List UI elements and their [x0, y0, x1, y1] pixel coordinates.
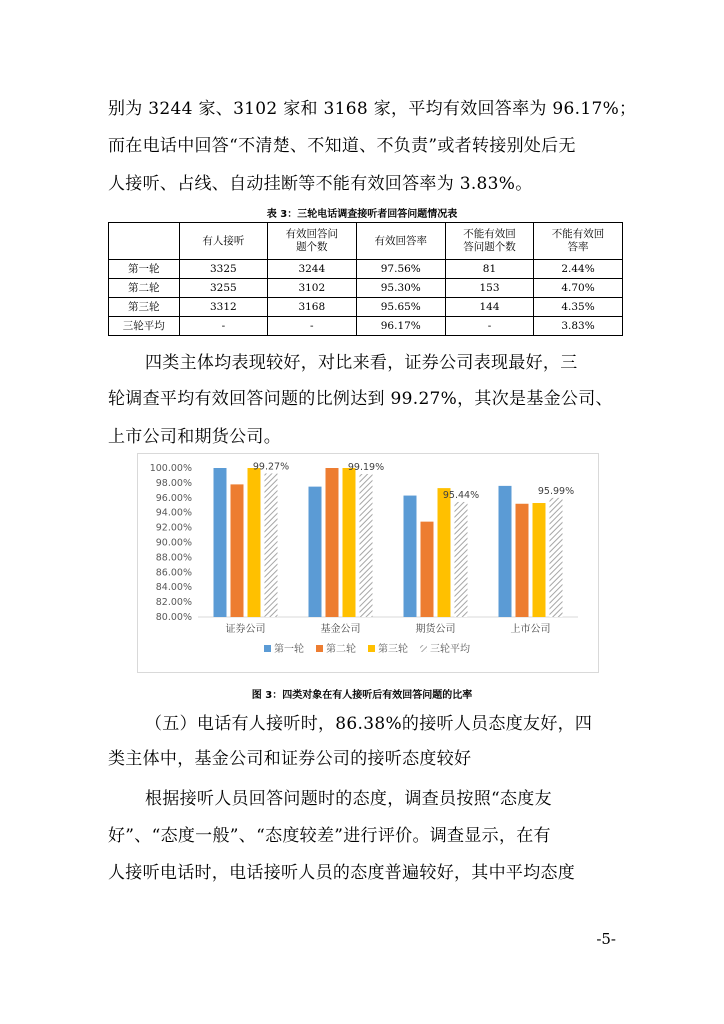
- table-header-text: 有效回答率: [374, 234, 428, 247]
- paragraph-2-line-1: 四类主体均表现较好，对比来看，证券公司表现最好，三: [145, 353, 578, 373]
- bar: [214, 468, 227, 617]
- legend-label: 第二轮: [326, 644, 356, 655]
- table-cell: 3255: [179, 279, 267, 298]
- table-cell: 2.44%: [533, 260, 622, 279]
- table-cell: 第三轮: [109, 298, 180, 317]
- page-number: -5-: [596, 930, 616, 948]
- table-header-text: 有人接听: [202, 234, 245, 247]
- table-cell: 81: [446, 260, 534, 279]
- table-cell: 4.70%: [533, 279, 622, 298]
- bar: [343, 468, 356, 617]
- table-row: [109, 279, 623, 298]
- table-cell: 4.35%: [533, 298, 622, 317]
- y-tick-label: 100.00%: [149, 463, 192, 474]
- legend-label: 三轮平均: [430, 644, 470, 655]
- bar: [265, 473, 278, 617]
- table-header-row: [109, 223, 623, 260]
- table-cell: -: [446, 317, 534, 336]
- table-row: [109, 317, 623, 336]
- legend-swatch: [420, 645, 427, 652]
- table-header-text: 有效回答问: [285, 228, 339, 240]
- table-header-cell: [446, 223, 534, 260]
- bar: [516, 504, 529, 617]
- bar: [533, 503, 546, 617]
- table-cell: 3325: [179, 260, 267, 279]
- table-cell: 97.56%: [356, 260, 445, 279]
- y-tick-label: 80.00%: [155, 612, 192, 623]
- table-header-cell: [268, 223, 356, 260]
- legend-swatch: [316, 645, 323, 652]
- table-cell: 第二轮: [109, 279, 180, 298]
- table-cell: -: [268, 317, 356, 336]
- legend-swatch: [264, 645, 271, 652]
- bar: [309, 487, 322, 617]
- y-tick-label: 84.00%: [155, 582, 192, 594]
- table-cell: 3168: [268, 298, 356, 317]
- table-cell: 144: [446, 298, 534, 317]
- table-cell: 三轮平均: [109, 317, 180, 336]
- y-tick-label: 94.00%: [155, 507, 192, 519]
- bar: [404, 496, 417, 617]
- bar: [438, 488, 451, 617]
- bar: [360, 474, 373, 617]
- table-header-cell: [356, 223, 445, 260]
- x-tick-label: 证券公司: [225, 624, 266, 635]
- y-tick-label: 82.00%: [155, 597, 192, 609]
- table-caption: 表 3：三轮电话调查接听者回答问题情况表: [266, 209, 458, 220]
- y-tick-label: 90.00%: [155, 537, 192, 549]
- table-cell: 第一轮: [109, 260, 180, 279]
- table-cell: 3244: [268, 260, 356, 279]
- table-header-cell: [533, 223, 622, 260]
- bar: [231, 484, 244, 617]
- data-label: 99.19%: [347, 462, 385, 474]
- x-tick-label: 期货公司: [415, 624, 456, 635]
- data-label: 99.27%: [252, 461, 290, 473]
- bar-chart-svg: [138, 454, 598, 672]
- bar: [248, 468, 261, 617]
- bar-chart: [137, 453, 599, 673]
- paragraph-3-line-1: （五）电话有人接听时，86.38%的接听人员态度友好，四: [145, 714, 593, 734]
- paragraph-1-line-3: 人接听、占线、自动挂断等不能有效回答率为 3.83%。: [108, 174, 533, 194]
- paragraph-4-line-2: 好”、“态度一般”、“态度较差”进行评价。调查显示，在有: [108, 826, 551, 846]
- bar: [550, 498, 563, 617]
- table-cell: 3.83%: [533, 317, 622, 336]
- paragraph-2-line-2: 轮调查平均有效回答问题的比例达到 99.27%，其次是基金公司、: [108, 389, 613, 409]
- table-header-text: 答率: [567, 241, 589, 253]
- bar: [455, 502, 468, 617]
- paragraph-1-line-2: 而在电话中回答“不清楚、不知道、不负责”或者转接别处后无: [108, 136, 576, 156]
- table-header-text: 答问题个数: [463, 241, 516, 253]
- table-header-cell: [179, 223, 267, 260]
- legend-label: 第一轮: [274, 644, 304, 655]
- survey-table: [108, 222, 623, 336]
- table-cell: 95.65%: [356, 298, 445, 317]
- paragraph-3-line-2: 类主体中，基金公司和证券公司的接听态度较好: [108, 749, 472, 769]
- paragraph-1-line-1: 别为 3244 家、3102 家和 3168 家，平均有效回答率为 96.17%；: [108, 99, 637, 119]
- paragraph-4-line-3: 人接听电话时，电话接听人员的态度普遍较好，其中平均态度: [108, 863, 576, 883]
- table-cell: 96.17%: [356, 317, 445, 336]
- table-cell: 153: [446, 279, 534, 298]
- legend-label: 第三轮: [378, 644, 408, 655]
- table-header-text: 题个数: [296, 241, 328, 253]
- table-cell: 3312: [179, 298, 267, 317]
- y-tick-label: 96.00%: [155, 492, 192, 504]
- bar: [326, 468, 339, 617]
- bar: [421, 522, 434, 617]
- y-tick-label: 98.00%: [155, 477, 192, 489]
- table-cell: -: [179, 317, 267, 336]
- table-row: [109, 260, 623, 279]
- y-tick-label: 88.00%: [155, 552, 192, 564]
- table-header-text: 不能有效回: [551, 228, 605, 240]
- table-header-text: 不能有效回: [463, 228, 516, 240]
- y-tick-label: 86.00%: [155, 567, 192, 579]
- paragraph-4-line-1: 根据接听人员回答问题时的态度，调查员按照“态度友: [145, 789, 552, 809]
- x-tick-label: 上市公司: [510, 624, 551, 635]
- y-tick-label: 92.00%: [155, 522, 192, 534]
- bar: [499, 486, 512, 617]
- table-header-cell: [109, 223, 180, 260]
- data-label: 95.44%: [442, 489, 480, 501]
- table-cell: 3102: [268, 279, 356, 298]
- data-label: 95.99%: [537, 485, 575, 497]
- table-cell: 95.30%: [356, 279, 445, 298]
- legend-swatch: [368, 645, 375, 652]
- table-row: [109, 298, 623, 317]
- figure-caption: 图 3：四类对象在有人接听后有效回答问题的比率: [251, 690, 473, 701]
- paragraph-2-line-3: 上市公司和期货公司。: [108, 427, 281, 447]
- x-tick-label: 基金公司: [320, 624, 361, 635]
